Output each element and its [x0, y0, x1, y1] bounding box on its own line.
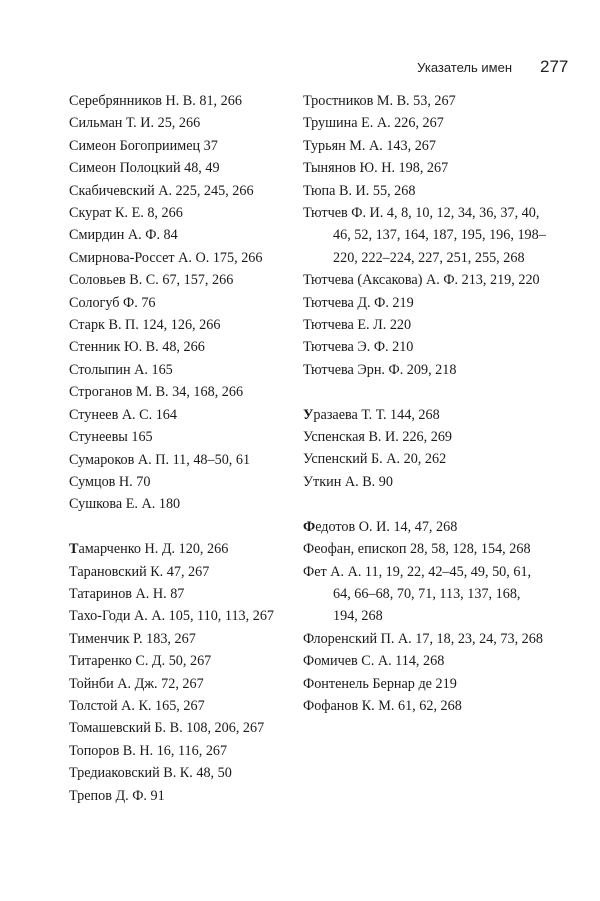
index-entry-text: Скурат К. Е. 8, 266	[69, 205, 183, 222]
index-entry	[69, 561, 304, 583]
index-entry-text: Сушкова Е. А. 180	[69, 496, 181, 513]
index-entry-text: Сумароков А. П. 11, 48–50, 61	[69, 451, 251, 468]
index-column-right	[303, 90, 548, 717]
index-entry	[69, 292, 304, 314]
index-entry	[303, 157, 548, 179]
index-entry-text: Смирдин А. Ф. 84	[69, 227, 178, 244]
index-entry-text: Симеон Богоприимец 37	[69, 137, 218, 154]
index-entry	[69, 224, 304, 246]
index-entry-text: Турьян М. А. 143, 267	[303, 137, 436, 154]
index-entry-text: Титаренко С. Д. 50, 267	[69, 653, 212, 670]
section-gap	[303, 493, 548, 515]
section-gap	[303, 381, 548, 403]
index-entry-text: Стунеев А. С. 164	[69, 406, 177, 423]
index-entry	[69, 359, 304, 381]
index-entry-text: Уткин А. В. 90	[303, 473, 393, 490]
index-entry	[303, 314, 548, 336]
index-entry-text: Тименчик Р. 183, 267	[69, 630, 196, 647]
section-gap	[69, 516, 304, 538]
index-entry	[69, 785, 304, 807]
index-entry	[303, 202, 548, 269]
index-entry-text: Успенская В. И. 226, 269	[303, 429, 453, 446]
index-entry-text: Фомичев С. А. 114, 268	[303, 653, 445, 670]
index-entry-text: Сологуб Ф. 76	[69, 294, 156, 311]
index-entry	[69, 269, 304, 291]
index-entry	[69, 180, 304, 202]
index-entry-text: Успенский Б. А. 20, 262	[303, 451, 447, 468]
index-entry-text: Томашевский Б. В. 108, 206, 267	[69, 720, 265, 737]
index-entry	[69, 449, 304, 471]
index-entry	[303, 516, 548, 538]
index-entry-text: Фет А. А. 11, 19, 22, 42–45, 49, 50, 61, 64, 66–68, 70, 71, 113, 137, 168, 194, 268	[303, 563, 532, 625]
index-entry-text: Столыпин А. 165	[69, 361, 173, 378]
index-entry-text: Феофан, епископ 28, 58, 128, 154, 268	[303, 541, 531, 558]
index-entry	[303, 628, 548, 650]
index-entry-text: Тютчева (Аксакова) А. Ф. 213, 219, 220	[303, 272, 540, 289]
index-entry-text: Строганов М. В. 34, 168, 266	[69, 384, 244, 401]
index-entry	[69, 583, 304, 605]
index-entry-text: Тростников М. В. 53, 267	[303, 93, 456, 109]
index-entry-text: Флоренский П. А. 17, 18, 23, 24, 73, 268	[303, 630, 543, 647]
index-entry	[69, 717, 304, 739]
index-entry	[303, 135, 548, 157]
index-entry	[303, 471, 548, 493]
index-entry	[69, 381, 304, 403]
index-entry	[69, 157, 304, 179]
section-initial-letter: У	[303, 406, 314, 423]
index-entry	[69, 336, 304, 358]
index-entry-text: Соловьев В. С. 67, 157, 266	[69, 272, 234, 289]
index-entry-text: Стунеевы 165	[69, 429, 153, 446]
index-entry-text: Скабичевский А. 225, 245, 266	[69, 182, 254, 199]
section-initial-letter: Ф	[303, 518, 316, 535]
header-title: Указатель имен	[417, 60, 512, 75]
index-entry-text: Стенник Ю. В. 48, 266	[69, 339, 205, 356]
index-entry	[69, 650, 304, 672]
index-entry	[69, 673, 304, 695]
index-entry	[69, 538, 304, 560]
index-entry-text: Старк В. П. 124, 126, 266	[69, 317, 221, 334]
index-entry	[303, 695, 548, 717]
index-entry	[303, 336, 548, 358]
index-entry	[69, 314, 304, 336]
index-entry	[69, 471, 304, 493]
index-entry-text: Серебрянников Н. В. 81, 266	[69, 93, 242, 109]
section-initial-letter: Т	[69, 541, 79, 558]
index-entry-text: Тюпа В. И. 55, 268	[303, 182, 416, 199]
index-entry	[303, 292, 548, 314]
index-entry	[303, 404, 548, 426]
index-entry-text: амарченко Н. Д. 120, 266	[78, 541, 229, 558]
index-entry-text: Смирнова-Россет А. О. 175, 266	[69, 249, 263, 266]
index-entry	[303, 650, 548, 672]
index-entry	[69, 112, 304, 134]
index-entry	[69, 247, 304, 269]
index-entry	[303, 538, 548, 560]
index-entry	[303, 112, 548, 134]
index-entry-text: Толстой А. К. 165, 267	[69, 697, 205, 714]
index-entry-text: Тютчев Ф. И. 4, 8, 10, 12, 34, 36, 37, 40, 46, 52, 137, 164, 187, 195, 196, 198–220, 222–224, 227, 251, 255, 268	[303, 205, 546, 266]
index-entry-text: Тютчева Д. Ф. 219	[303, 294, 414, 311]
index-entry-text: Тютчева Эрн. Ф. 209, 218	[303, 361, 457, 378]
index-entry-text: Сумцов Н. 70	[69, 473, 151, 490]
index-entry	[303, 180, 548, 202]
index-entry	[69, 404, 304, 426]
index-entry	[69, 740, 304, 762]
index-entry-text: Тарановский К. 47, 267	[69, 563, 210, 580]
index-entry-text: Симеон Полоцкий 48, 49	[69, 160, 220, 177]
index-entry-text: Сильман Т. И. 25, 266	[69, 115, 201, 132]
index-entry-text: Трепов Д. Ф. 91	[69, 787, 165, 804]
index-entry	[69, 202, 304, 224]
index-entry	[303, 90, 548, 112]
index-entry	[303, 359, 548, 381]
index-entry	[69, 90, 304, 112]
index-entry-text: Татаринов А. Н. 87	[69, 585, 185, 602]
index-entry	[69, 628, 304, 650]
index-entry	[69, 605, 304, 627]
index-entry	[69, 135, 304, 157]
index-entry	[303, 448, 548, 470]
index-entry-text: Тынянов Ю. Н. 198, 267	[303, 160, 449, 177]
index-entry-text: Трушина Е. А. 226, 267	[303, 115, 444, 132]
index-entry	[303, 673, 548, 695]
index-entry-text: Фофанов К. М. 61, 62, 268	[303, 697, 462, 714]
index-entry-text: разаева Т. Т. 144, 268	[313, 406, 440, 423]
index-entry-text: едотов О. И. 14, 47, 268	[315, 518, 458, 535]
index-entry	[69, 695, 304, 717]
index-entry	[69, 762, 304, 784]
index-entry-text: Тойнби А. Дж. 72, 267	[69, 675, 204, 692]
index-entry	[303, 269, 548, 291]
index-entry	[303, 561, 548, 628]
index-entry	[69, 426, 304, 448]
index-entry	[69, 493, 304, 515]
page-number: 277	[540, 57, 569, 76]
index-entry-text: Топоров В. Н. 16, 116, 267	[69, 742, 228, 759]
index-entry-text: Тютчева Е. Л. 220	[303, 317, 412, 334]
index-entry-text: Тютчева Э. Ф. 210	[303, 339, 414, 356]
index-entry-text: Тредиаковский В. К. 48, 50	[69, 765, 232, 782]
index-entry-text: Тахо-Годи А. А. 105, 110, 113, 267	[69, 608, 275, 625]
index-column-left	[69, 90, 304, 807]
index-entry-text: Фонтенель Бернар де 219	[303, 675, 457, 692]
index-entry	[303, 426, 548, 448]
